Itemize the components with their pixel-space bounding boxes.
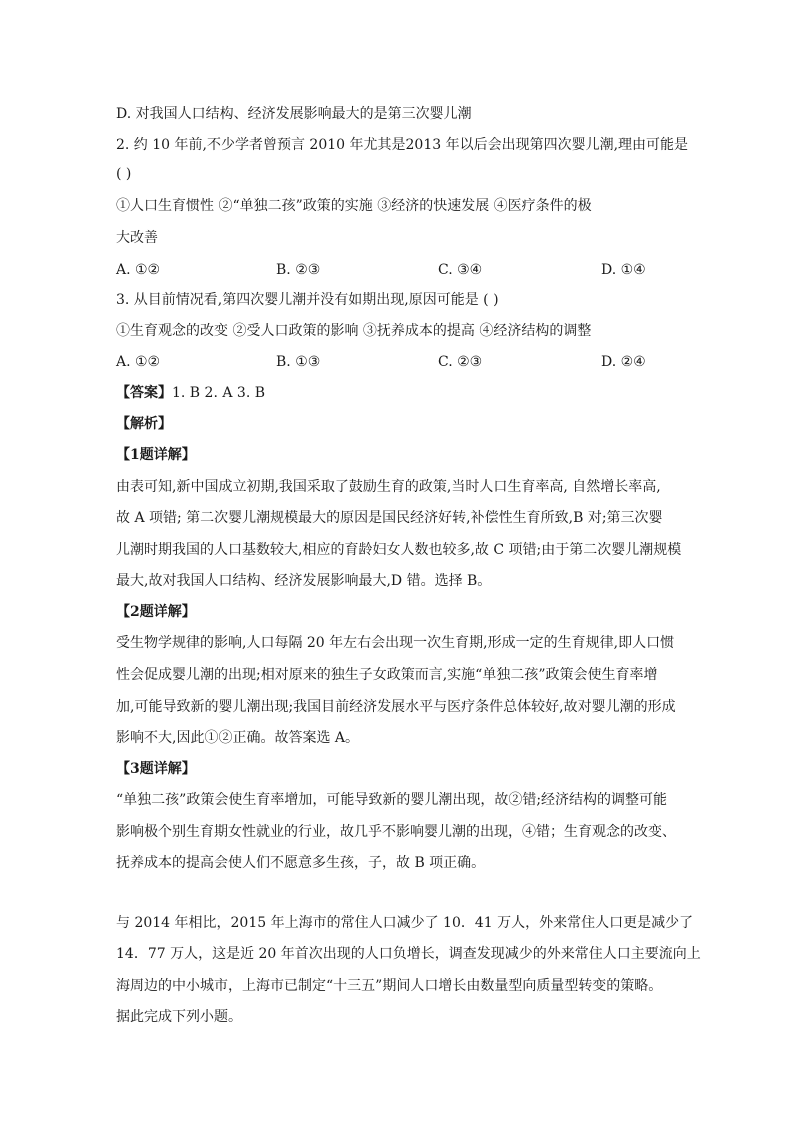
q3-option-a: A. ①② <box>116 354 161 370</box>
passage-line: 海周边的中小城市，上海市已制定“十三五”期间人口增长由数量型向质量型转变的策略。 <box>116 978 663 994</box>
q2-items-line2: 大改善 <box>116 230 158 246</box>
q2-option-d: D. ①④ <box>601 262 646 278</box>
detail-3-heading: 【3题详解】 <box>116 761 196 777</box>
answer-label: 【答案】 <box>116 385 172 401</box>
detail-1-line: 故 A 项错; 第二次婴儿潮规模最大的原因是国民经济好转,补偿性生育所致,B 对;第三次婴 <box>116 510 663 526</box>
q2-option-a: A. ①② <box>116 262 161 278</box>
detail-2-heading: 【2题详解】 <box>116 604 196 620</box>
detail-3-line: 抚养成本的提高会使人们不愿意多生孩，子，故 B 项正确。 <box>116 855 486 871</box>
q2-option-b: B. ②③ <box>276 262 321 278</box>
q3-stem: 3. 从目前情况看,第四次婴儿潮并没有如期出现,原因可能是 ( ) <box>116 292 499 308</box>
detail-2-line: 性会促成婴儿潮的出现;相对原来的独生子女政策而言,实施“单独二孩”政策会使生育率增 <box>116 667 658 683</box>
q2-stem-line2: ( ) <box>116 166 132 182</box>
passage-line: 与 2014 年相比，2015 年上海市的常住人口减少了 10．41 万人，外来常住人口更是减少了 <box>116 915 694 931</box>
detail-2-line: 受生物学规律的影响,人口每隔 20 年左右会出现一次生育期,形成一定的生育规律,即人口惯 <box>116 635 675 651</box>
detail-2-line: 加,可能导致新的婴儿潮出现;我国目前经济发展水平与医疗条件总体较好,故对婴儿潮的形成 <box>116 699 676 715</box>
detail-3-line: 影响极个别生育期女性就业的行业，故几乎不影响婴儿潮的出现，④错；生育观念的改变、 <box>116 824 676 840</box>
q3-option-d: D. ②④ <box>601 354 646 370</box>
answer-line <box>116 383 265 403</box>
detail-3-line: “单独二孩”政策会使生育率增加，可能导致新的婴儿潮出现，故②错;经济结构的调整可能 <box>116 792 668 808</box>
detail-1-line: 由表可知,新中国成立初期,我国采取了鼓励生育的政策,当时人口生育率高, 自然增长率高, <box>116 479 661 495</box>
detail-2-line: 影响不大,因此①②正确。故答案选 A。 <box>116 730 360 746</box>
q3-option-b: B. ①③ <box>276 354 321 370</box>
detail-1-line: 最大,故对我国人口结构、经济发展影响最大,D 错。选择 B。 <box>116 573 492 589</box>
detail-1-heading: 【1题详解】 <box>116 447 196 463</box>
passage-line: 14．77 万人，这是近 20 年首次出现的人口负增长，调查发现减少的外来常住人口主要流向上 <box>116 946 701 962</box>
q1-option-d: D. 对我国人口结构、经济发展影响最大的是第三次婴儿潮 <box>116 106 472 122</box>
q2-stem-line1: 2. 约 10 年前,不少学者曾预言 2010 年尤其是2013 年以后会出现第四次婴儿潮,理由可能是 <box>116 137 689 153</box>
q3-option-c: C. ②③ <box>438 354 483 370</box>
detail-1-line: 儿潮时期我国的人口基数较大,相应的育龄妇女人数也较多,故 C 项错;由于第二次婴儿潮规模 <box>116 542 682 558</box>
analysis-label: 【解析】 <box>116 416 172 432</box>
answer-text: 1. B 2. A 3. B <box>172 385 266 401</box>
passage-line: 据此完成下列小题。 <box>116 1009 242 1025</box>
q3-items: ①生育观念的改变 ②受人口政策的影响 ③抚养成本的提高 ④经济结构的调整 <box>116 323 592 339</box>
q2-items-line1: ①人口生育惯性 ②“单独二孩”政策的实施 ③经济的快速发展 ④医疗条件的极 <box>116 198 592 214</box>
q2-option-c: C. ③④ <box>438 262 483 278</box>
